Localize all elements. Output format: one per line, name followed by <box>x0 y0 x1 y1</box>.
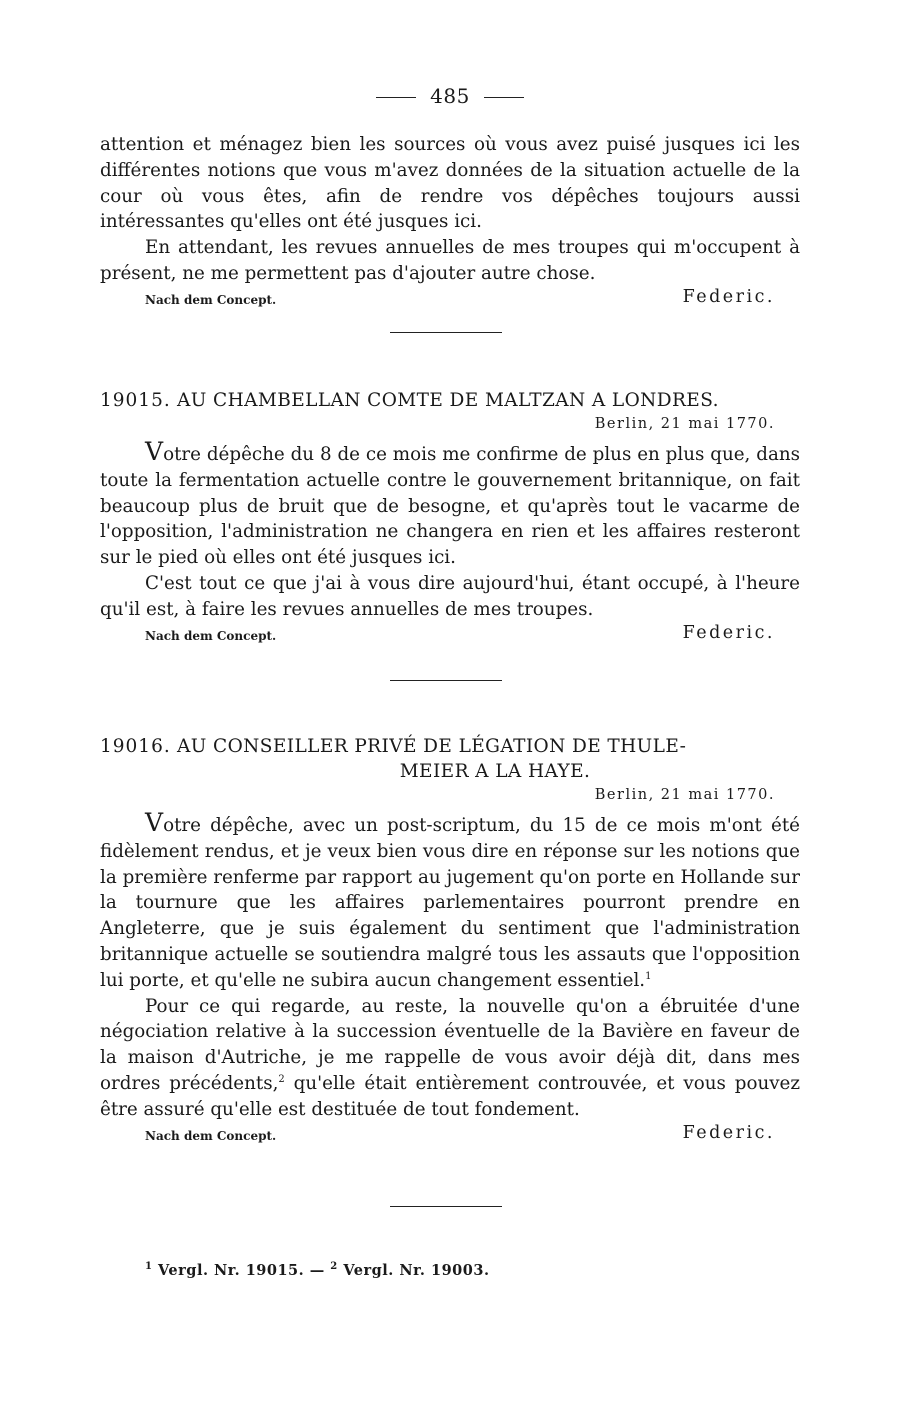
intro-paragraph-1: attention et ménagez bien les sources où vous avez puisé jusques ici les différentes notions que vous m'avez données de la situation actuelle de la cour où vous êtes, afin de rendre vos dépêches toujours aussi intéressantes qu'elles ont été jusques ici. <box>100 134 800 233</box>
letter-19016-source: Nach dem Concept. <box>145 1128 277 1143</box>
intro-source: Nach dem Concept. <box>145 292 277 307</box>
letter-19015-title: AU CHAMBELLAN COMTE DE MALTZAN A LONDRES. <box>177 390 719 411</box>
divider-1 <box>390 332 502 333</box>
letter-19016-title-line-1: AU CONSEILLER PRIVÉ DE LÉGATION DE THULE- <box>177 736 687 757</box>
intro-block <box>100 132 800 311</box>
footnotes <box>145 1262 490 1279</box>
intro-paragraph-2: En attendant, les revues annuelles de mes troupes qui m'occupent à présent, ne me permettent pas d'ajouter autre chose. <box>100 237 800 284</box>
footnote-mark-2: 2 <box>330 1261 338 1273</box>
letter-19015-paragraph-2: C'est tout ce que j'ai à vous dire aujourd'hui, étant occupé, à l'heure qu'il est, à faire les revues annuelles de mes troupes. <box>100 572 800 620</box>
intro-signature: Federic. <box>682 286 775 307</box>
letter-19016-date: Berlin, 21 mai 1770. <box>594 787 775 803</box>
letter-19015-source: Nach dem Concept. <box>145 628 277 643</box>
dash-right <box>484 97 524 98</box>
letter-19016-title-line-2: MEIER A LA HAYE. <box>399 761 591 782</box>
divider-3 <box>390 1206 502 1207</box>
letter-19015-heading <box>100 388 800 413</box>
footnote-mark-1: 1 <box>145 1261 153 1273</box>
dash-left <box>376 97 416 98</box>
intro-sign-row <box>100 287 800 311</box>
letter-19015-number: 19015. <box>100 390 171 411</box>
letter-19015-paragraph-1: Votre dépêche du 8 de ce mois me confirme de plus en plus que, dans toute la fermentation actuelle contre le gouvernement britannique, on fait beaucoup plus de bruit que de besogne, et qu'après tout le vacarme de l'opposition, l'administration ne changera en rien et les affaires resteront sur le pied où elles ont été jusques ici. <box>100 437 800 569</box>
divider-2 <box>390 680 502 681</box>
letter-19016-sign-row <box>100 1123 800 1147</box>
letter-19015 <box>100 388 800 647</box>
letter-19015-signature: Federic. <box>682 622 775 643</box>
footnote-text-2: Vergl. Nr. 19003. <box>337 1262 490 1279</box>
page-number: 485 <box>430 84 470 108</box>
letter-19016-paragraph-1: Votre dépêche, avec un post-scriptum, du 15 de ce mois m'ont été fidèlement rendus, et je veux bien vous dire en réponse sur les notions que la première renferme par rapport au jugement qu'on porte en Hollande sur la tournure que les affaires parlementaires pourront prendre en Angleterre, que je suis également du sentiment que l'administration britannique actuelle se soutiendra malgré tous les assauts que l'opposition lui porte, et qu'elle ne subira aucun changement essentiel.$^1$ <box>100 808 800 991</box>
drop-initial: V <box>145 437 164 466</box>
page-number-line <box>0 84 900 108</box>
letter-19016-paragraph-2: Pour ce qui regarde, au reste, la nouvelle qu'on a ébruitée d'une négociation relative à la succession éventuelle de la Bavière en faveur de la maison d'Autriche, je me rappelle de vous avoir déjà dit, dans mes ordres précédents,$^2$ qu'elle était entièrement controuvée, et vous pouvez être assuré qu'elle est destituée de tout fondement. <box>100 995 801 1120</box>
drop-initial: V <box>145 808 164 837</box>
footnote-text-1: Vergl. Nr. 19015. — <box>152 1262 331 1279</box>
footnote-ref-1[interactable]: 1 <box>645 970 652 982</box>
footnote-ref-2[interactable]: 2 <box>278 1073 285 1085</box>
letter-19015-date: Berlin, 21 mai 1770. <box>594 416 775 432</box>
letter-19016-number: 19016. <box>100 736 171 757</box>
letter-19016-heading <box>100 734 800 759</box>
letter-19015-sign-row <box>100 623 800 647</box>
letter-19016-signature: Federic. <box>682 1122 775 1143</box>
letter-19016 <box>100 734 800 1147</box>
